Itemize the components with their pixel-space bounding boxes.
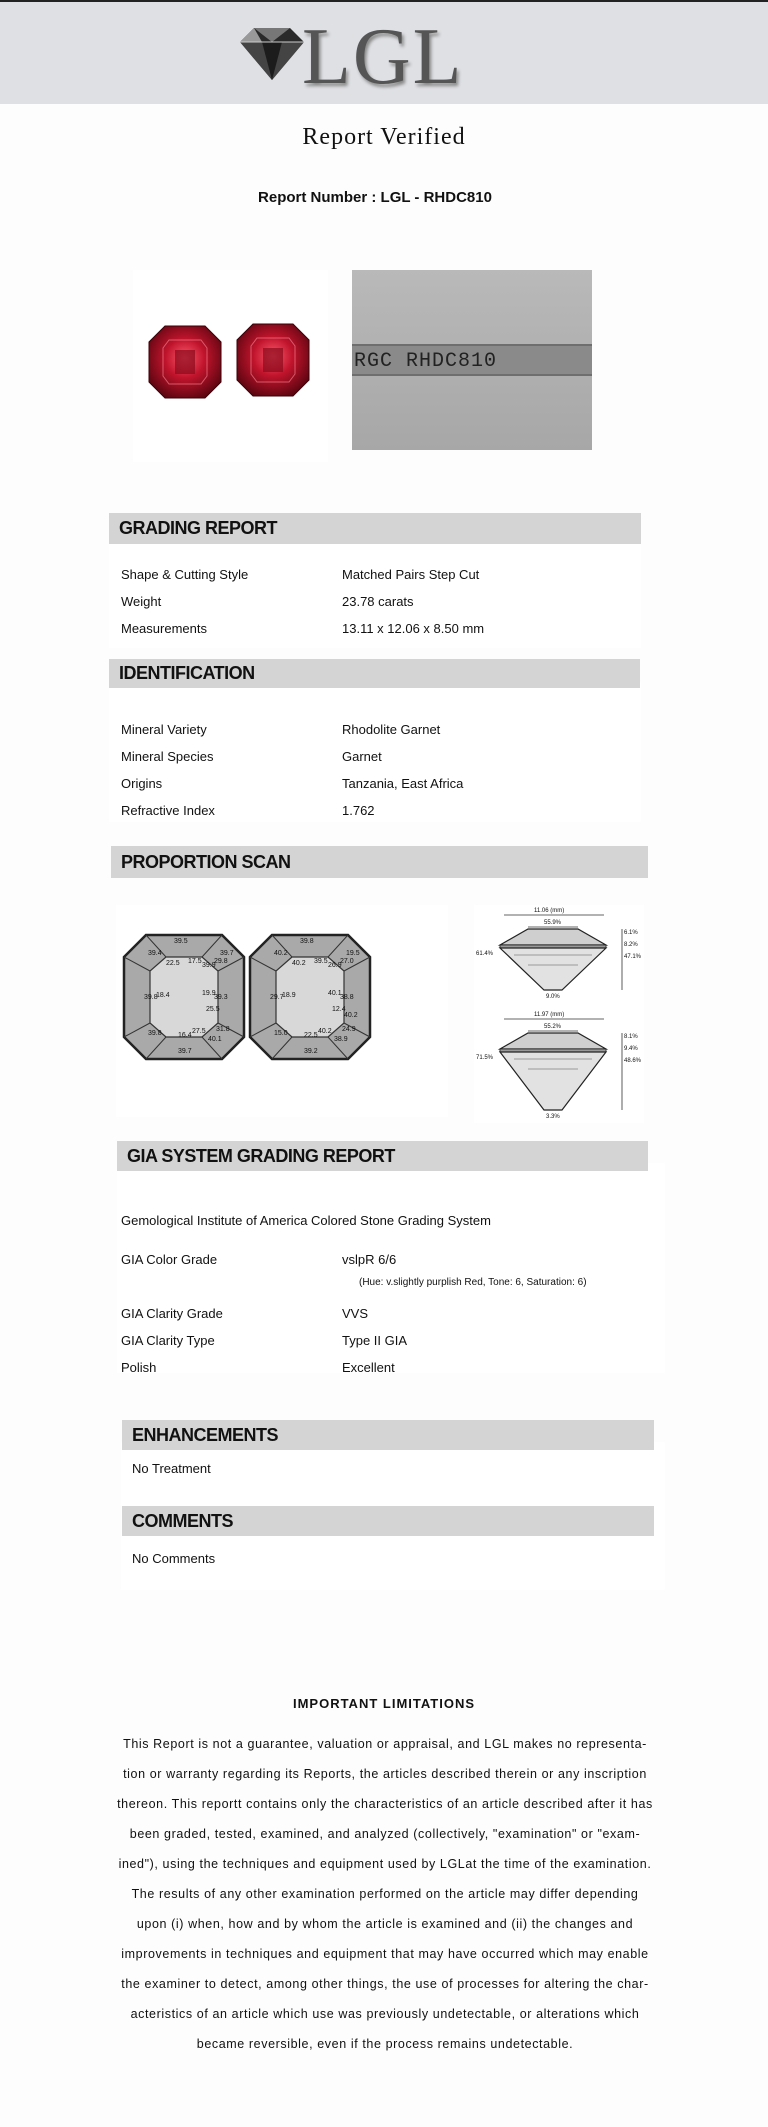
gia-clarity-type-label: GIA Clarity Type [121,1333,215,1348]
limitations-heading: IMPORTANT LIMITATIONS [292,1696,476,1711]
refractive-index-label: Refractive Index [121,803,215,818]
proportion-label: 40.2 [344,1012,358,1019]
limitations-line: thereon. This reportt contains only the characteristics of an article described after it has [117,1797,653,1811]
crown-shape [500,929,606,945]
proportion-label: 40.1 [208,1036,222,1043]
proportion-label: 40.2 [274,950,288,957]
gia-clarity-grade-label: GIA Clarity Grade [121,1306,223,1321]
gia-color-value: vslpR 6/6 [342,1252,397,1267]
shape-label: Shape & Cutting Style [121,567,249,582]
profile-label: 55.2% [544,1024,562,1030]
diamond-icon [232,24,312,84]
comments-value: No Comments [132,1551,216,1566]
limitations-line: upon (i) when, how and by whom the article is examined and (ii) the changes and [136,1917,634,1931]
limitations-line: The results of any other examination performed on the article may differ depending [131,1887,639,1901]
limitations-line: ined"), using the techniques and equipment used by LGLat the time of the examination. [118,1857,652,1871]
comments-heading: COMMENTS [122,1506,654,1536]
proportion-label: 26.9 [328,962,342,969]
limitations-line: This Report is not a guarantee, valuation or appraisal, and LGL makes no representa- [123,1737,647,1751]
proportion-label: 39.2 [304,1048,318,1055]
refractive-index-value: 1.762 [342,803,375,818]
measurements-value: 13.11 x 12.06 x 8.50 mm [342,621,485,636]
profile-label: 61.4% [476,951,494,957]
profile-label: 8.2% [624,942,638,948]
proportion-label: 39.5 [174,938,188,945]
proportion-label: 19.9 [202,990,216,997]
proportion-label: 22.5 [304,1032,318,1039]
profile-diagram [474,905,644,1123]
proportion-label: 25.5 [206,1006,220,1013]
gia-color-label: GIA Color Grade [121,1252,218,1267]
gem-right [237,324,309,396]
grading-report-heading: GRADING REPORT [109,513,641,544]
profile-top [476,908,642,1000]
logo-text: LGL [302,13,464,101]
proportion-scan-profile-panel [474,905,644,1123]
polish-value: Excellent [342,1360,395,1375]
gia-clarity-grade-value: VVS [342,1306,369,1321]
proportion-label: 39.7 [178,1048,192,1055]
profile-bottom [476,1012,642,1120]
pavilion-shape [500,948,606,990]
shape-value: Matched Pairs Step Cut [342,567,480,582]
profile-label: 9.0% [546,994,560,1000]
limitations-line: acteristics of an article which use was previously undetectable, or alterations which [130,2007,640,2021]
proportion-label: 16.4 [178,1032,192,1039]
proportion-label: 29.8 [214,958,228,965]
proportion-label: 24.9 [342,1026,356,1033]
proportion-label: 27.5 [192,1028,206,1035]
proportion-label: 39.5 [314,958,328,965]
proportion-label: 17.5 [188,958,202,965]
profile-label: 11.06 (mm) [534,908,565,914]
profile-label: 8.1% [624,1034,638,1040]
proportion-label: 18.4 [156,992,170,999]
proportion-label: 31.8 [216,1026,230,1033]
proportion-label: 19.5 [346,950,360,957]
proportion-label: 29.7 [270,994,284,1001]
pavilion-shape [500,1052,606,1110]
mineral-species-value: Garnet [342,749,382,764]
proportion-label: 39.3 [214,994,228,1001]
origins-label: Origins [121,776,163,791]
proportion-label: 22.5 [166,960,180,967]
profile-label: 3.3% [546,1114,560,1120]
enhancements-value: No Treatment [132,1461,211,1476]
page-title: Report Verified [302,124,466,150]
profile-label: 9.4% [624,1046,638,1052]
proportion-label: 40.2 [292,960,306,967]
profile-label: 48.6% [624,1058,642,1064]
profile-label: 71.5% [476,1055,494,1061]
lgl-logo [232,13,492,101]
inscription-text: RGC RHDC810 [354,350,498,373]
gem-left [149,326,221,398]
proportion-label: 40.2 [318,1028,332,1035]
proportion-label: 39.9 [202,962,216,969]
proportion-label: 15.0 [274,1030,288,1037]
origins-value: Tanzania, East Africa [342,776,464,791]
profile-label: 47.1% [624,954,642,960]
gia-color-note: (Hue: v.slightly purplish Red, Tone: 6, Saturation: 6) [359,1277,587,1288]
measurements-label: Measurements [121,621,207,636]
proportion-scan-heading: PROPORTION SCAN [111,846,648,878]
limitations-line: improvements in techniques and equipment that may have occurred which may enable [121,1947,649,1961]
report-number: Report Number : LGL - RHDC810 [258,189,492,206]
face-up-diagram [116,905,448,1117]
proportion-label: 39.8 [144,994,158,1001]
proportion-label: 38.9 [334,1036,348,1043]
profile-label: 11.97 (mm) [534,1012,565,1018]
gia-intro: Gemological Institute of America Colored Stone Grading System [121,1213,491,1228]
gia-clarity-type-value: Type II GIA [342,1333,408,1348]
limitations-line: became reversible, even if the process remains undetectable. [196,2037,574,2051]
crown-shape [500,1033,606,1049]
proportion-label: 27.0 [340,958,354,965]
proportion-label: 39.4 [148,950,162,957]
proportion-label: 18.9 [282,992,296,999]
mineral-species-label: Mineral Species [121,749,214,764]
enhancements-heading: ENHANCEMENTS [122,1420,654,1450]
proportion-label: 39.8 [300,938,314,945]
gia-heading: GIA SYSTEM GRADING REPORT [117,1141,648,1171]
mineral-variety-value: Rhodolite Garnet [342,722,441,737]
proportion-label: 40.1 [328,990,342,997]
profile-label: 55.9% [544,920,562,926]
proportion-label: 38.8 [340,994,354,1001]
proportion-scan-face-panel [116,905,448,1117]
gemstone-photo [133,270,328,462]
proportion-label: 39.7 [220,950,234,957]
polish-label: Polish [121,1360,157,1375]
limitations-line: tion or warranty regarding its Reports, the articles described therein or any inscription [123,1767,647,1781]
mineral-variety-label: Mineral Variety [121,722,207,737]
proportion-label: 12.4 [332,1006,346,1013]
profile-label: 6.1% [624,930,638,936]
proportion-label: 39.8 [148,1030,162,1037]
weight-label: Weight [121,594,162,609]
laser-inscription-photo [352,270,592,450]
limitations-line: been graded, tested, examined, and analyzed (collectively, "examination" or "exam- [129,1827,641,1841]
weight-value: 23.78 carats [342,594,414,609]
identification-heading: IDENTIFICATION [109,659,640,688]
limitations-line: the examiner to detect, among other things, the use of processes for altering the char- [121,1977,649,1991]
